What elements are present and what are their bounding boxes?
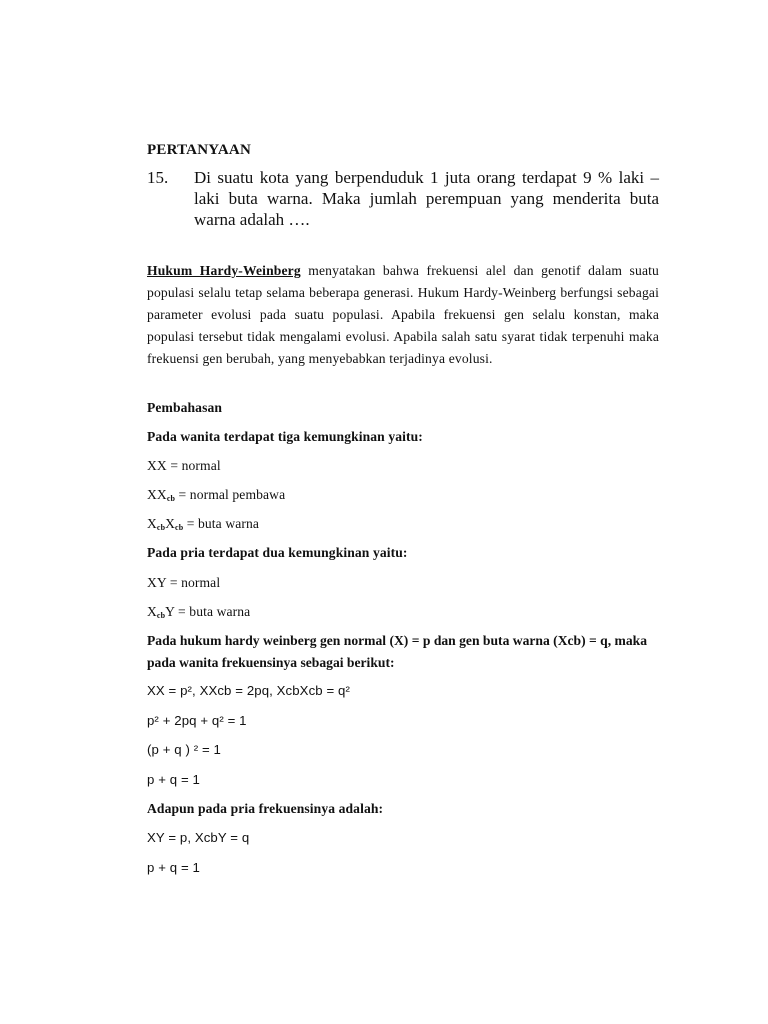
female-carrier [147,487,285,503]
male-normal: XY = normal [147,575,221,590]
question-block [147,167,659,230]
cb-subscript-2: cb [175,523,184,532]
hardy-weinberg-heading: Pada hukum hardy weinberg gen normal (X) = p dan gen buta warna (Xcb) = q, maka pada wanita frekuensinya sebagai berikut: [147,633,648,670]
male-cb-subscript: cb [156,611,166,620]
hardy-weinberg-term: Hukum Hardy-Weinberg [147,263,301,278]
intro-paragraph [147,260,659,370]
cb-label: = buta warna [183,516,260,531]
cb-subscript-1: cb [156,523,166,532]
male-cb-allele: X [147,604,157,619]
carrier-subscript: cb [166,494,176,503]
equation-square: (p + q ) ² = 1 [147,742,221,757]
question-number: 15. [147,168,169,187]
male-equation-genotypes: XY = p, XcbY = q [147,830,250,845]
female-colorblind [147,516,259,532]
female-normal: XX = normal [147,458,221,473]
male-equation-alleles: p + q = 1 [147,860,200,875]
cb-allele-2: X [165,516,176,531]
question-text: Di suatu kota yang berpenduduk 1 juta orang terdapat 9 % laki – laki buta warna. Maka jumlah perempuan yang menderita buta warna adalah …. [194,168,659,229]
discussion-heading: Pembahasan [147,400,223,415]
female-heading: Pada wanita terdapat tiga kemungkinan yaitu: [147,429,423,444]
equation-genotypes: XX = p², XXcb = 2pq, XcbXcb = q² [147,683,350,698]
equation-alleles: p + q = 1 [147,772,200,787]
intro-text: menyatakan bahwa frekuensi alel dan genotif dalam suatu populasi selalu tetap selama beberapa generasi. Hukum Hardy-Weinberg berfungsi sebagai parameter evolusi pada suatu populasi. Apabila frekuensi gen selalu konstan, maka populasi tersebut tidak mengalami evolusi. Apabila salah satu syarat tidak terpenuhi maka frekuensi gen berubah, yang menyebabkan terjadinya evolusi. [147,263,659,366]
male-heading: Pada pria terdapat dua kemungkinan yaitu: [147,545,408,560]
male-cb-label: Y = buta warna [165,604,251,619]
equation-sum: p² + 2pq + q² = 1 [147,713,247,728]
carrier-label: = normal pembawa [175,487,286,502]
male-colorblind [147,604,250,620]
male-frequency-heading: Adapun pada pria frekuensinya adalah: [147,801,384,816]
section-title: PERTANYAAN [147,142,251,158]
cb-allele-1: X [147,516,157,531]
carrier-genotype: XX [147,487,167,502]
